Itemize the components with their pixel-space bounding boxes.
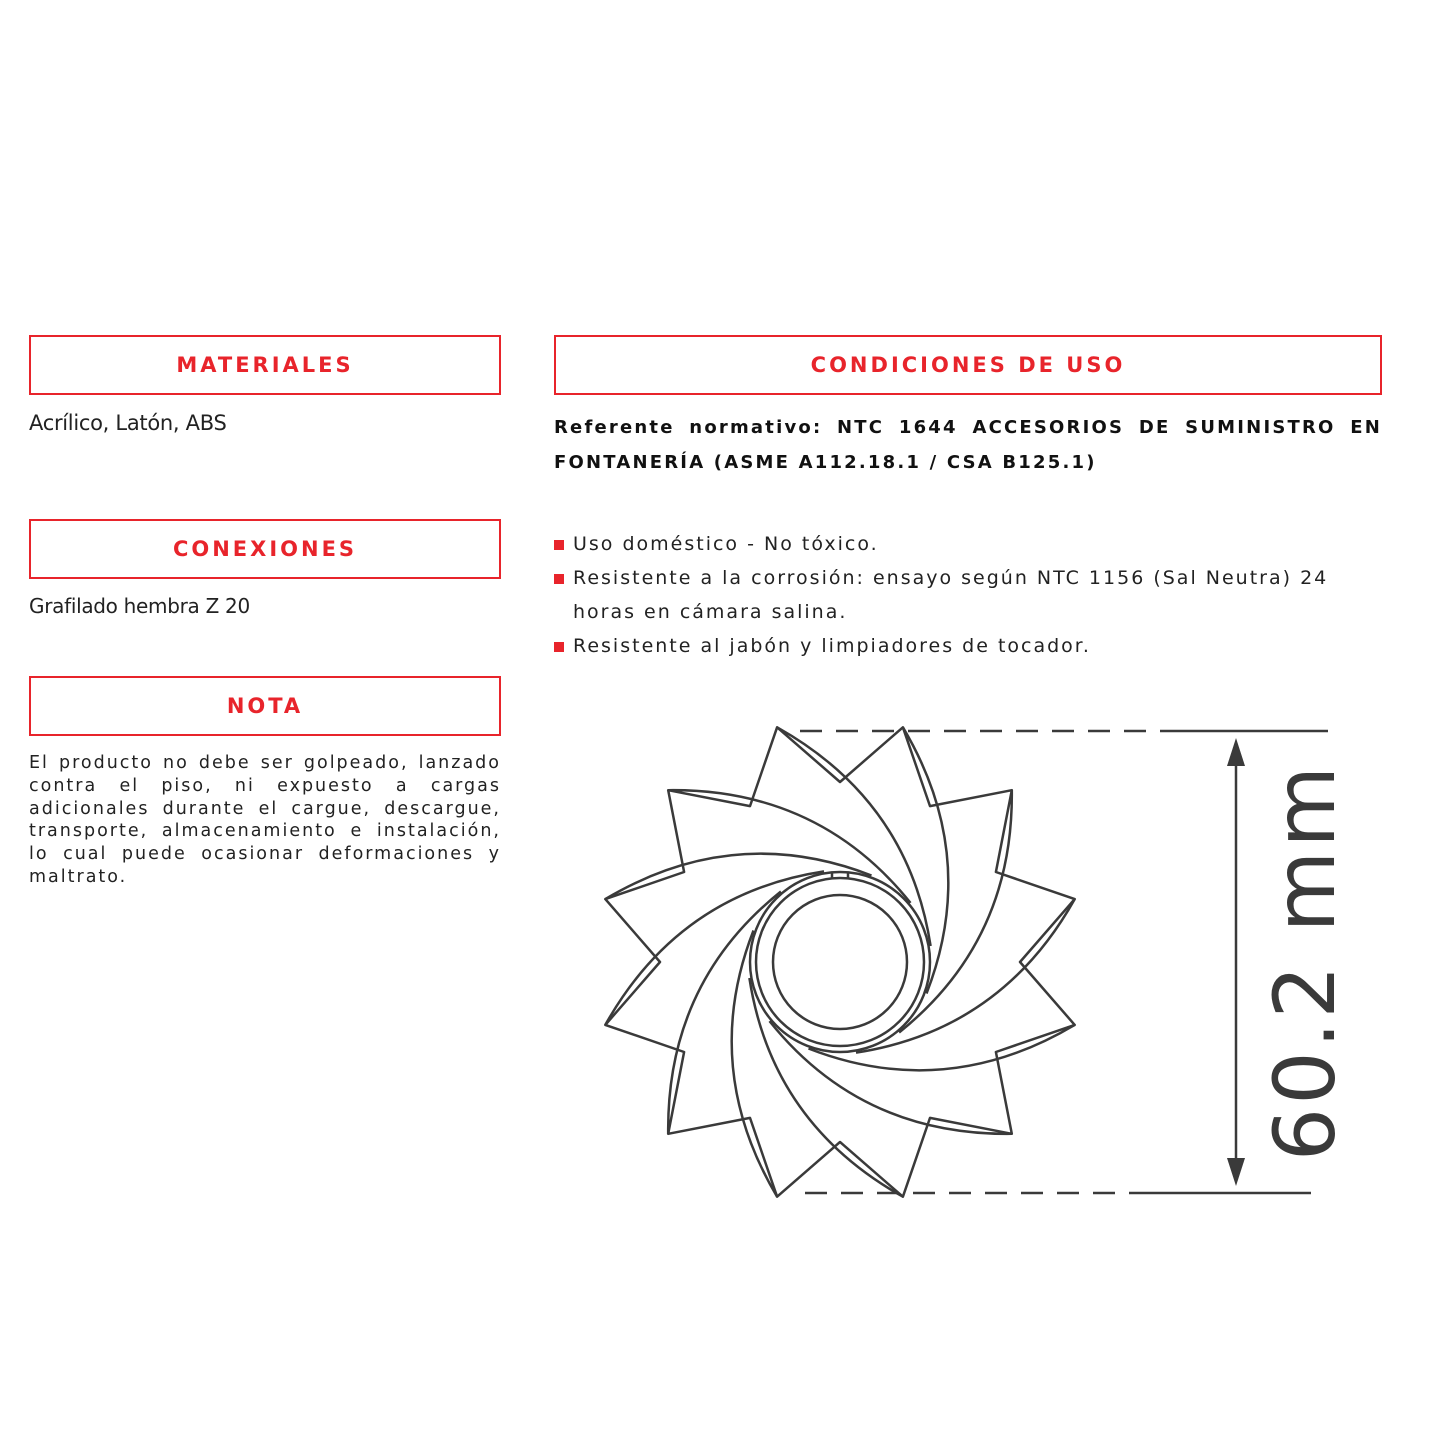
dimension-label: 60.2 mm [1256,762,1354,1162]
condiciones-title: CONDICIONES DE USO [810,353,1126,377]
nota-text: El producto no debe ser golpeado, lanzado contra el piso, ni expuesto a cargas adicionales durante el cargue, descargue, transporte, almacenamiento e instalación, lo cual puede ocasionar deformaciones y maltrato. [29,753,501,887]
nota-title: NOTA [226,694,304,718]
materiales-text: Acrílico, Latón, ABS [29,411,227,435]
list-item-text: Resistente a la corrosión: ensayo según NTC 1156 (Sal Neutra) 24 horas en cámara salina. [573,567,1329,623]
list-item-text: Resistente al jabón y limpiadores de tocador. [573,635,1091,657]
arrow-down-icon [1227,1158,1245,1186]
materiales-title: MATERIALES [176,353,354,377]
flower-handle-drawing [605,727,1074,1196]
hub-inner-ring [773,895,907,1029]
referente-normativo: Referente normativo: NTC 1644 ACCESORIOS DE SUMINISTRO EN FONTANERÍA (ASME A112.18.1 / CSA B125.1) [554,417,1382,473]
arrow-up-icon [1227,738,1245,766]
conexiones-text: Grafilado hembra Z 20 [29,594,250,618]
conexiones-title: CONEXIONES [172,537,358,561]
list-item-text: Uso doméstico - No tóxico. [573,533,879,555]
